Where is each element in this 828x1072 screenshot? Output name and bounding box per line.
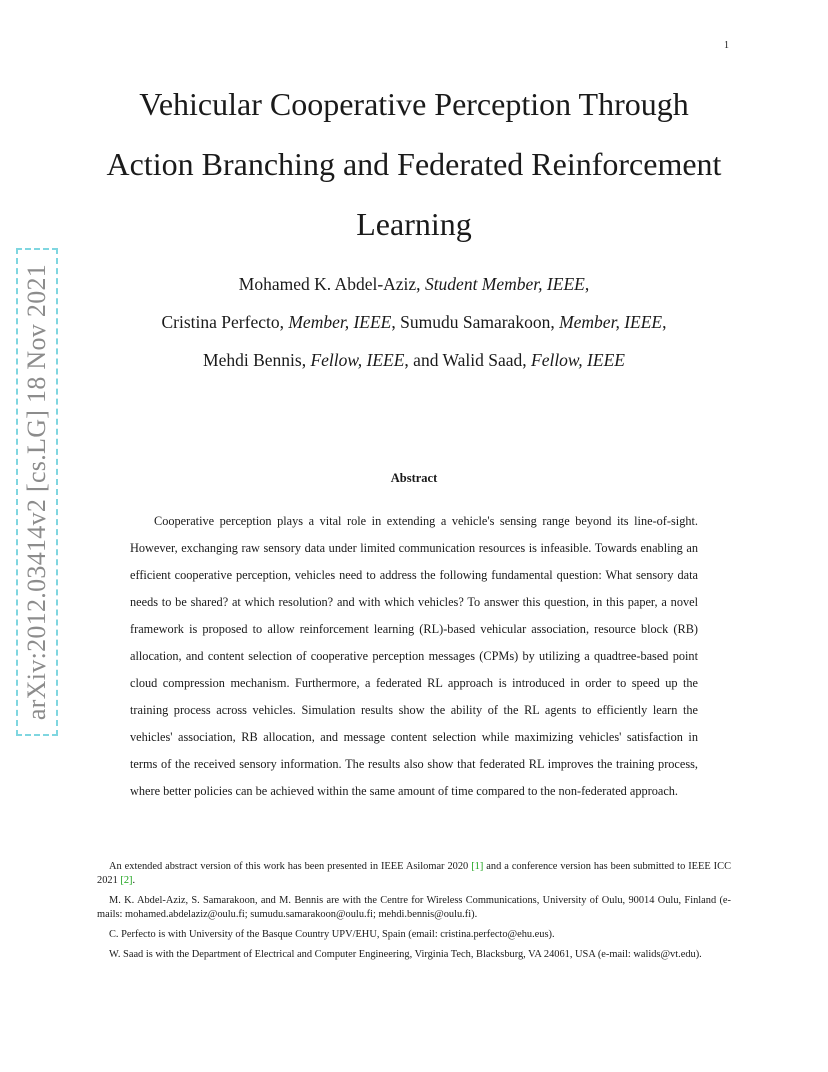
footnote-conference: An extended abstract version of this work has been presented in IEEE Asilomar 2020 [1] and a conference version has been submitted to IEEE ICC 2021 [2]. (97, 861, 731, 886)
author-role: Member, IEEE (559, 312, 663, 332)
title-line-1: Vehicular Cooperative Perception Through (139, 86, 689, 122)
footnotes (97, 860, 731, 968)
arxiv-identifier[interactable]: arXiv:2012.03414v2 [cs.LG] 18 Nov 2021 (22, 263, 51, 721)
abstract-body: Cooperative perception plays a vital role in extending a vehicle's sensing range beyond its line-of-sight. However, exchanging raw sensory data under limited communication resources is infeasible. Towards enabling an efficient cooperative perception, vehicles need to address the following fundamental question: What sensory data needs to be shared? at which resolution? and with which vehicles? To answer this question, in this paper, a novel framework is proposed to allow reinforcement learning (RL)-based vehicular association, resource block (RB) allocation, and content selection of cooperative perception messages (CPMs) by utilizing a quadtree-based point cloud compression mechanism. Furthermore, a federated RL approach is introduced in order to speed up the training process across vehicles. Simulation results show the ability of the RL agents to efficiently learn the vehicles' association, RB allocation, and message content selection while maximizing vehicles' satisfaction in terms of the received sensory information. The results also show that federated RL improves the training process, where better policies can be achieved within the same amount of time compared to the non-federated approach. (130, 514, 698, 798)
page-number: 1 (724, 40, 729, 51)
author-name: Mehdi Bennis, (203, 350, 311, 370)
author-role: Fellow, IEEE (310, 350, 405, 370)
paper-title (70, 74, 758, 254)
author-line-1: Mohamed K. Abdel-Aziz, Student Member, IEEE, (238, 274, 590, 294)
author-name: Walid Saad, (442, 350, 531, 370)
author-name: Cristina Perfecto, (161, 312, 289, 332)
author-name: Sumudu Samarakoon, (400, 312, 560, 332)
abstract-heading: Abstract (390, 471, 438, 485)
footnote-affiliation-vt: W. Saad is with the Department of Electrical and Computer Engineering, Virginia Tech, Blacksburg, VA 24061, USA (e-mail: walids@vt.edu). (109, 949, 702, 960)
citation-link[interactable]: [1] (471, 861, 484, 872)
author-line-2: Cristina Perfecto, Member, IEEE, Sumudu Samarakoon, Member, IEEE, (161, 312, 667, 332)
author-list (90, 265, 738, 379)
footnote-affiliation-ehu: C. Perfecto is with University of the Basque Country UPV/EHU, Spain (email: cristina.perfecto@ehu.eus). (109, 929, 555, 940)
author-role: Member, IEEE (288, 312, 392, 332)
title-line-2: Action Branching and Federated Reinforcement (106, 146, 722, 182)
author-name: Mohamed K. Abdel-Aziz, (238, 274, 425, 294)
footnote-affiliation-oulu: M. K. Abdel-Aziz, S. Samarakoon, and M. Bennis are with the Centre for Wireless Communications, University of Oulu, 90014 Oulu, Finland (e-mails: mohamed.abdelaziz@oulu.fi; sumudu.samarakoon@oulu.fi; mehdi.bennis@oulu.fi). (97, 895, 731, 920)
title-line-3: Learning (356, 206, 472, 242)
author-role: Fellow, IEEE (531, 350, 625, 370)
author-line-3: Mehdi Bennis, Fellow, IEEE, and Walid Saad, Fellow, IEEE (203, 350, 625, 370)
citation-link[interactable]: [2] (120, 875, 133, 886)
author-role: Student Member, IEEE (424, 274, 585, 294)
